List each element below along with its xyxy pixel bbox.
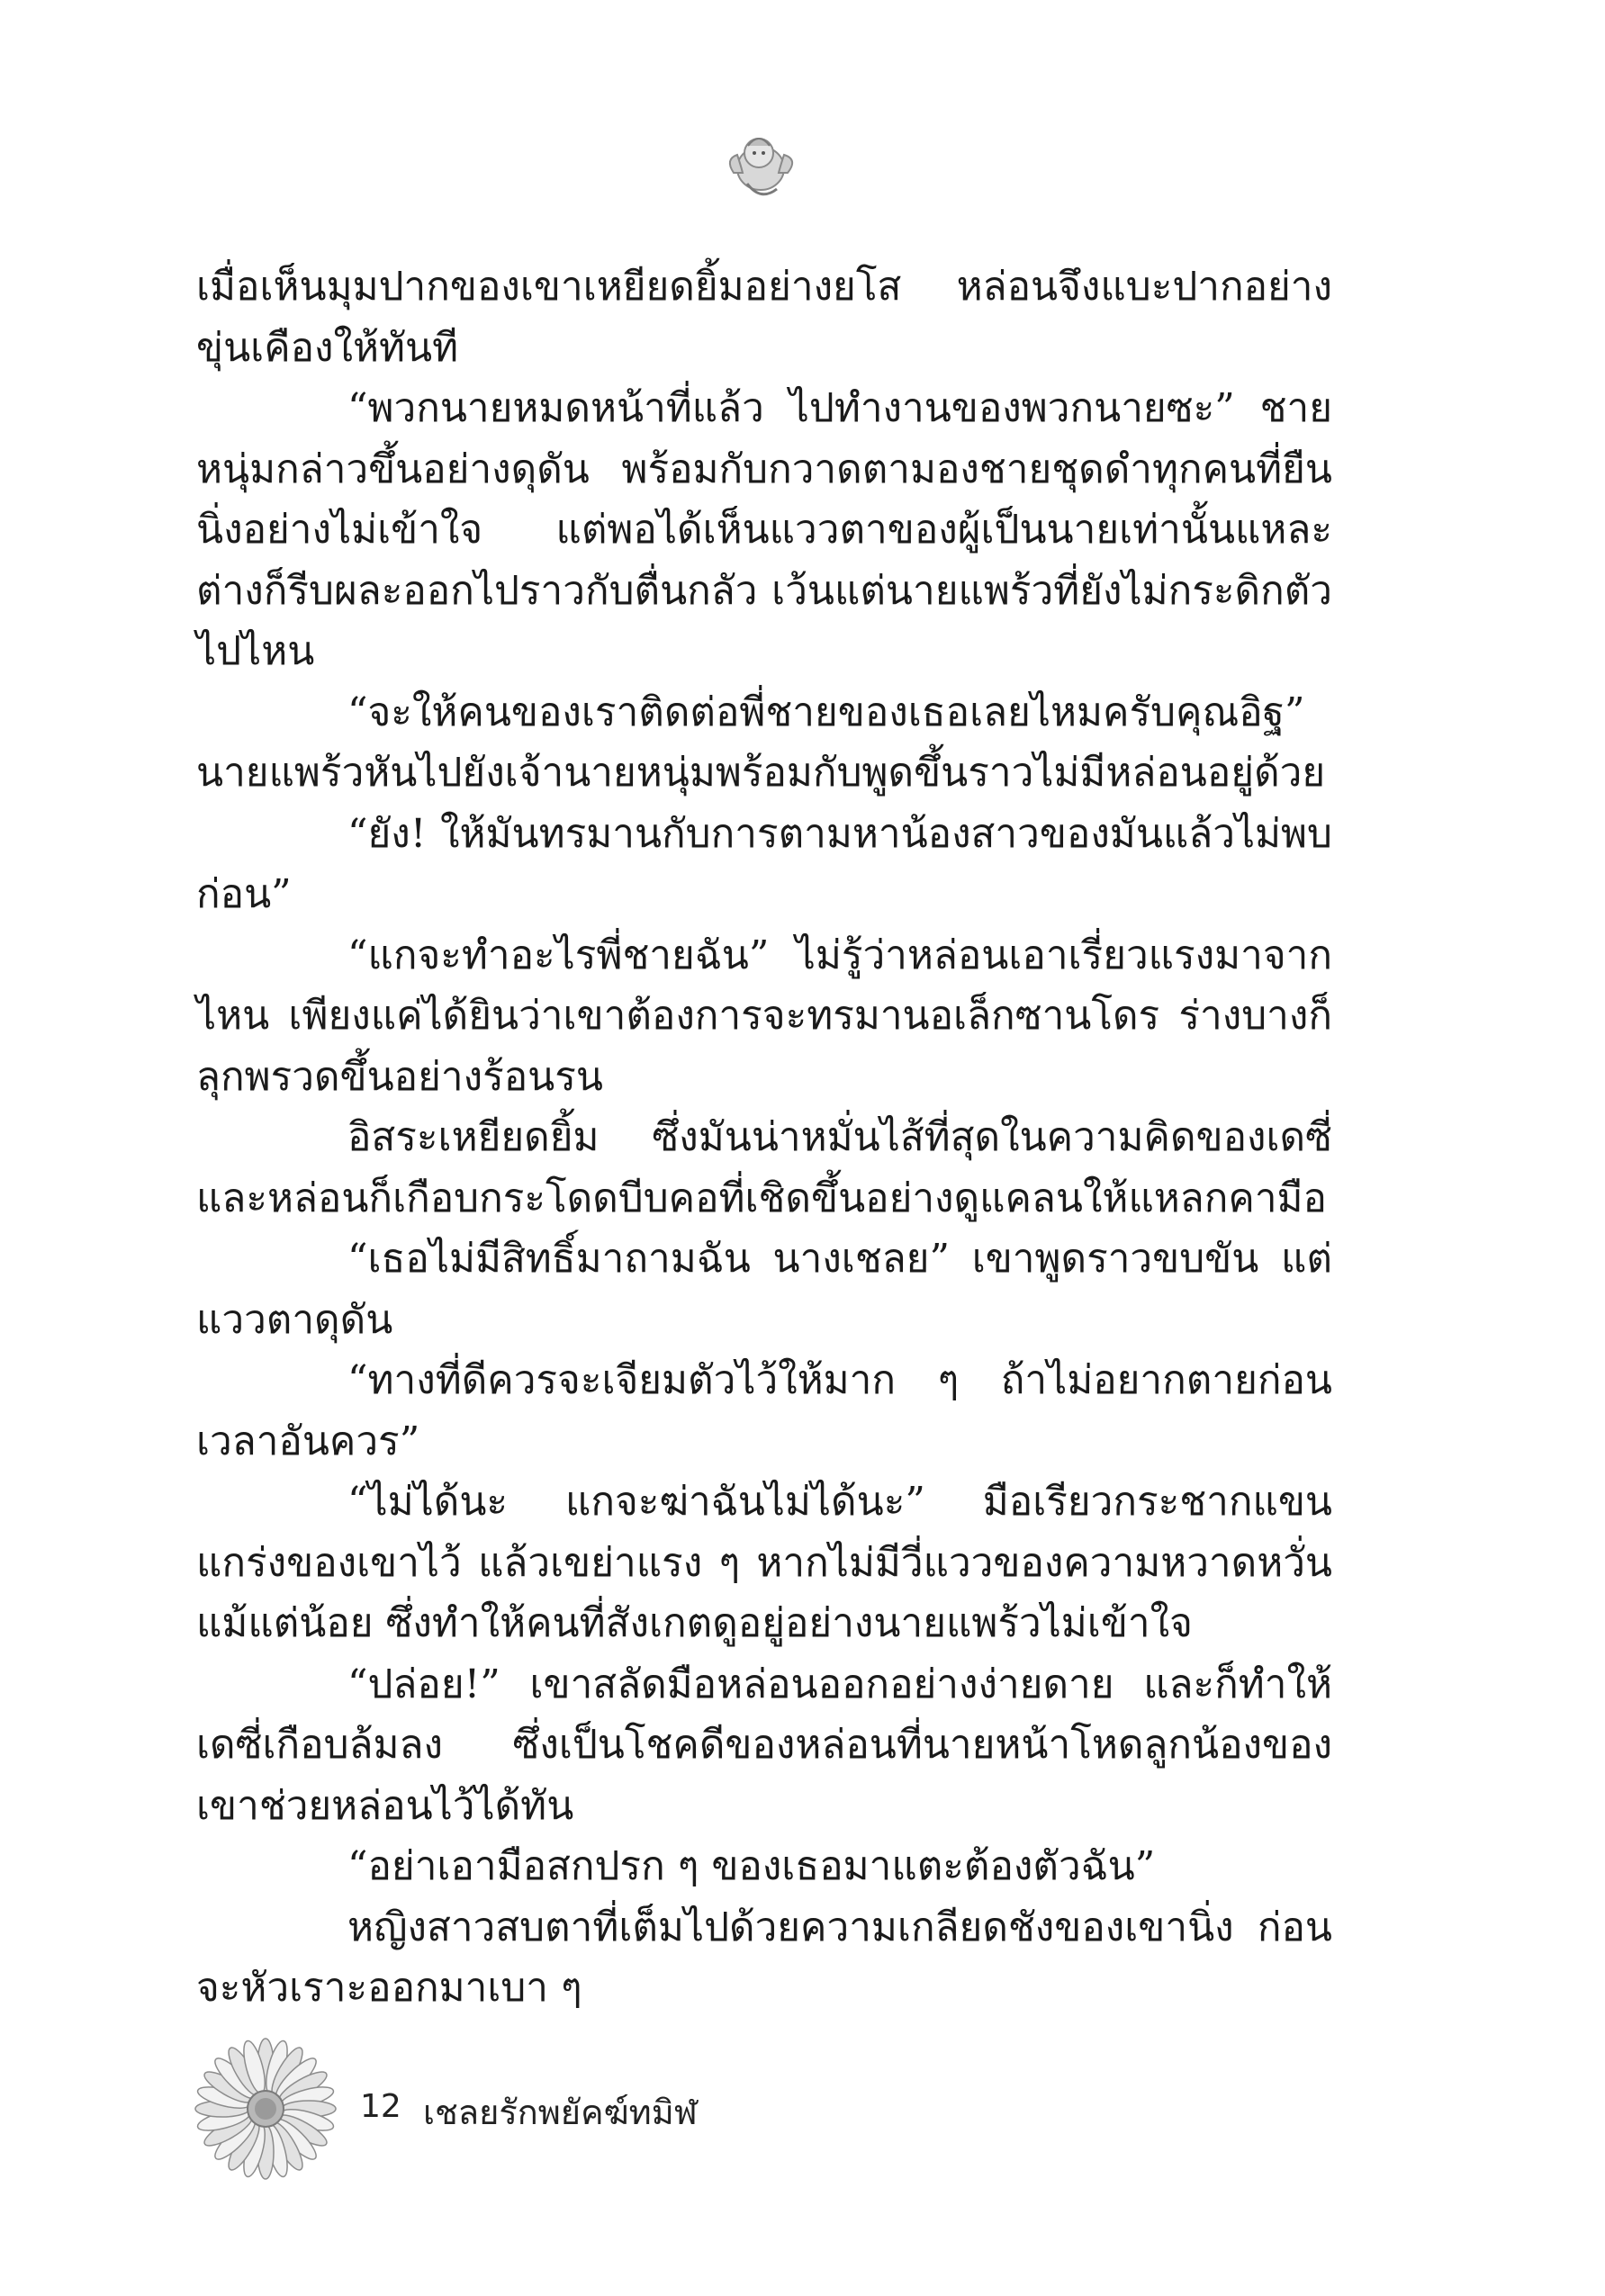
paragraph: อิสระเหยียดยิ้ม ซึ่งมันน่าหมั่นไส้ที่สุดในความคิดของเดซี่ และหล่อนก็เกือบกระโดดบีบคอที่เชิดขึ้นอย่างดูแคลนให้แหลกคามือ — [196, 1114, 1332, 1221]
paragraph: หญิงสาวสบตาที่เต็มไปด้วยความเกลียดชังของเขานิ่ง ก่อนจะหัวเราะออกมาเบา ๆ — [196, 1904, 1332, 2011]
paragraph: “ยัง! ให้มันทรมานกับการตามหาน้องสาวของมันแล้วไม่พบก่อน” — [196, 810, 1332, 917]
paragraph: “ไม่ได้นะ แกจะฆ่าฉันไม่ได้นะ” มือเรียวกระชากแขนแกร่งของเขาไว้ แล้วเขย่าแรง ๆ หากไม่มีวี่แววของความหวาดหวั่นแม้แต่น้อย ซึ่งทำให้คนที่สังเกตดูอยู่อย่างนายแพร้วไม่เข้าใจ — [196, 1479, 1332, 1646]
paragraph: “อย่าเอามือสกปรก ๆ ของเธอมาแตะต้องตัวฉัน” — [347, 1843, 1156, 1889]
paragraph: “ปล่อย!” เขาสลัดมือหล่อนออกอย่างง่ายดาย และก็ทำให้เดซี่เกือบล้มลง ซึ่งเป็นโชคดีของหล่อนที่นายหน้าโหดลูกน้องของเขาช่วยหล่อนไว้ได้ทัน — [196, 1661, 1332, 1829]
page-number: 12 — [360, 2088, 401, 2125]
paragraph: “เธอไม่มีสิทธิ์มาถามฉัน นางเชลย” เขาพูดราวขบขัน แต่แววตาดุดัน — [196, 1236, 1332, 1343]
paragraph: เมื่อเห็นมุมปากของเขาเหยียดยิ้มอย่างยโส หล่อนจึงแบะปากอย่างขุ่นเคืองให้ทันที — [196, 264, 1332, 371]
daisy-flower-icon — [189, 2032, 342, 2185]
paragraph: “แกจะทำอะไรพี่ชายฉัน” ไม่รู้ว่าหล่อนเอาเรี่ยวแรงมาจากไหน เพียงแค่ได้ยินว่าเขาต้องการจะทรมานอเล็กซานโดร ร่างบางก็ลุกพรวดขึ้นอย่างร้อนรน — [196, 932, 1332, 1100]
page-footer — [189, 2032, 819, 2194]
cherub-ornament-icon — [716, 119, 806, 209]
chapter-text — [196, 257, 1332, 2019]
book-title: เชลยรักพยัคฆ์ทมิฬ — [423, 2093, 698, 2132]
paragraph: “ทางที่ดีควรจะเจียมตัวไว้ให้มาก ๆ ถ้าไม่อยากตายก่อนเวลาอันควร” — [196, 1357, 1332, 1464]
paragraph: “พวกนายหมดหน้าที่แล้ว ไปทำงานของพวกนายซะ” ชายหนุ่มกล่าวขึ้นอย่างดุดัน พร้อมกับกวาดตามองชายชุดดำทุกคนที่ยืนนิ่งอย่างไม่เข้าใจ แต่พอได้เห็นแววตาของผู้เป็นนายเท่านั้นแหละ ต่างก็รีบผละออกไปราวกับตื่นกลัว เว้นแต่นายแพร้วที่ยังไม่กระดิกตัวไปไหน — [196, 385, 1332, 674]
paragraph: “จะให้คนของเราติดต่อพี่ชายของเธอเลยไหมครับคุณอิฐ” นายแพร้วหันไปยังเจ้านายหนุ่มพร้อมกับพูดขึ้นราวไม่มีหล่อนอยู่ด้วย — [196, 689, 1326, 796]
